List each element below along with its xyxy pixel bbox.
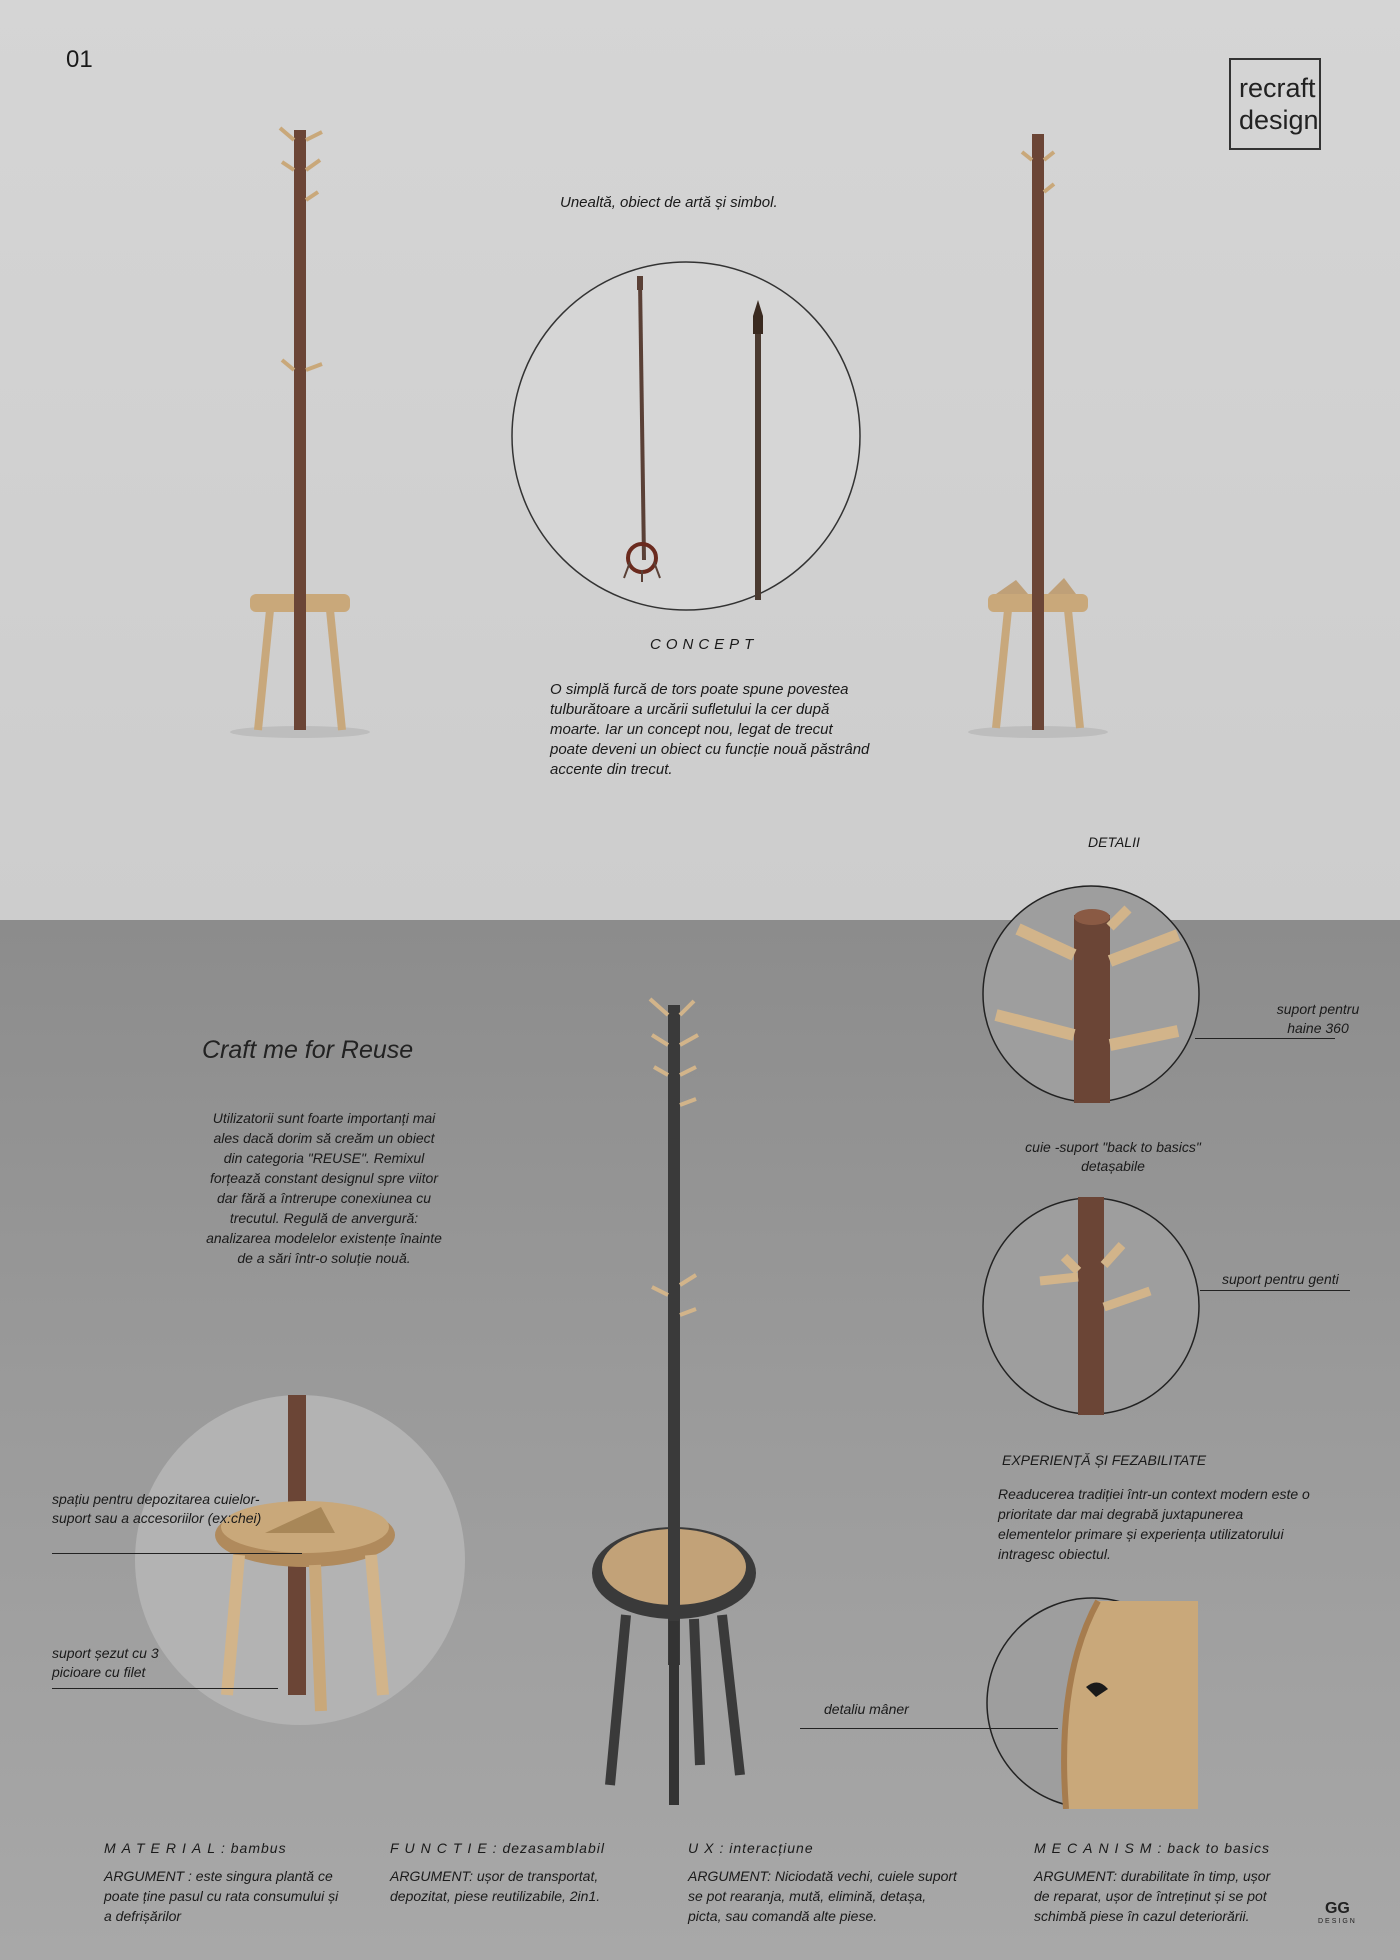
logo-line2: design [1239,105,1319,135]
feature-material-head [104,1840,344,1856]
callout-hanger360-line [1195,1038,1335,1039]
feature-mechanism-val: : back to basics [1157,1840,1270,1856]
feature-material [104,1840,344,1926]
page-number: 01 [66,46,93,73]
feature-ux [688,1840,958,1926]
gg-text: DESIGN [1318,1918,1357,1925]
experience-title: EXPERIENȚĂ ȘI FEZABILITATE [1002,1452,1207,1468]
feature-mechanism [1034,1840,1284,1926]
feature-material-val: : bambus [220,1840,287,1856]
details-label: DETALII [1088,834,1140,850]
callout-seat [52,1644,202,1682]
feature-material-arg: ARGUMENT : este singura plantă ce poate ține pasul cu rata consumului și a defrișărilor [104,1868,339,1924]
detail-circle-handle [986,1597,1198,1809]
callout-bags-text: suport pentru genti [1222,1271,1339,1287]
feature-mechanism-arg: ARGUMENT: durabilitate în timp, ușor de reparat, ușor de întreținut și se pot schimbă piese în cazul deteriorării. [1034,1868,1271,1924]
feature-function-val: : dezasamblabil [492,1840,605,1856]
feature-ux-head [688,1840,958,1856]
experience-text: Readucerea tradiției într-un context modern este o prioritate dar mai degrabă juxtapunerea elementelor primare și experiența utilizatorului intragesc obiectul. [998,1486,1310,1562]
feature-function-cap: FUNCTIE [390,1840,493,1856]
concept-text: O simplă furcă de tors poate spune povestea tulburătoare a urcării sufletului la cer după moarte. Iar un concept nou, legat de trecut poate deveni un obiect cu funcție nouă păstrând accente din trecut. [550,681,870,778]
logo-line1: recraft [1239,73,1316,103]
coat-stand-render-center [590,985,760,1815]
gg-mark: GG [1324,1900,1350,1917]
section-intro: Utilizatorii sunt foarte importanți mai ales dacă dorim să creăm un obiect din categoria "REUSE". Remixul forțează constant designul spre viitor dar fără a întrerupe conexiunea cu trecutul. Regulă de anvergură: analizarea modelelor existențe înainte de a sări într-o soluție nouă. [206,1110,442,1266]
callout-storage-line [52,1553,302,1554]
callout-bags-line [1200,1290,1350,1291]
feature-function-head [390,1840,610,1856]
callout-handle-line [800,1728,1058,1729]
feature-function-arg: ARGUMENT: ușor de transportat, depozitat, piese reutilizabile, 2in1. [390,1868,601,1904]
feature-mechanism-cap: MECANISM [1034,1840,1158,1856]
feature-ux-cap: UX [688,1840,720,1856]
callout-seat-line [52,1688,278,1689]
callout-pegs [1008,1138,1218,1176]
concept-circle [510,260,862,612]
coat-stand-render-left [230,120,370,740]
callout-hanger360-text: suport pentru haine 360 [1276,1001,1360,1036]
callout-pegs-text: cuie -suport "back to basics" detașabile [1025,1139,1201,1174]
callout-storage [52,1490,262,1528]
tagline: Unealtă, obiect de artă și simbol. [560,194,778,211]
feature-function [390,1840,610,1906]
feature-ux-val: : interacțiune [719,1840,814,1856]
recraft-logo [1229,58,1321,150]
feature-ux-arg: ARGUMENT: Niciodată vechi, cuiele suport se pot rearanja, mută, elimină, detașa, picta, sau comandă alte piese. [688,1868,957,1924]
gg-design-logo [1318,1902,1357,1928]
callout-handle-text: detaliu mâner [824,1701,909,1717]
section-title: Craft me for Reuse [202,1036,414,1064]
feature-mechanism-head [1034,1840,1284,1856]
concept-label: CONCEPT [650,636,759,653]
callout-handle [824,1700,964,1719]
detail-circle-bags [982,1197,1200,1415]
detail-circle-hanger360 [982,885,1200,1103]
callout-bags [1222,1270,1362,1289]
callout-storage-text: spațiu pentru depozitarea cuielor-suport sau a accesoriilor (ex:chei) [52,1491,262,1526]
callout-seat-text: suport șezut cu 3 picioare cu filet [52,1645,159,1680]
callout-hanger360 [1268,1000,1368,1038]
feature-material-cap: MATERIAL [104,1840,221,1856]
coat-stand-render-right [968,120,1108,740]
